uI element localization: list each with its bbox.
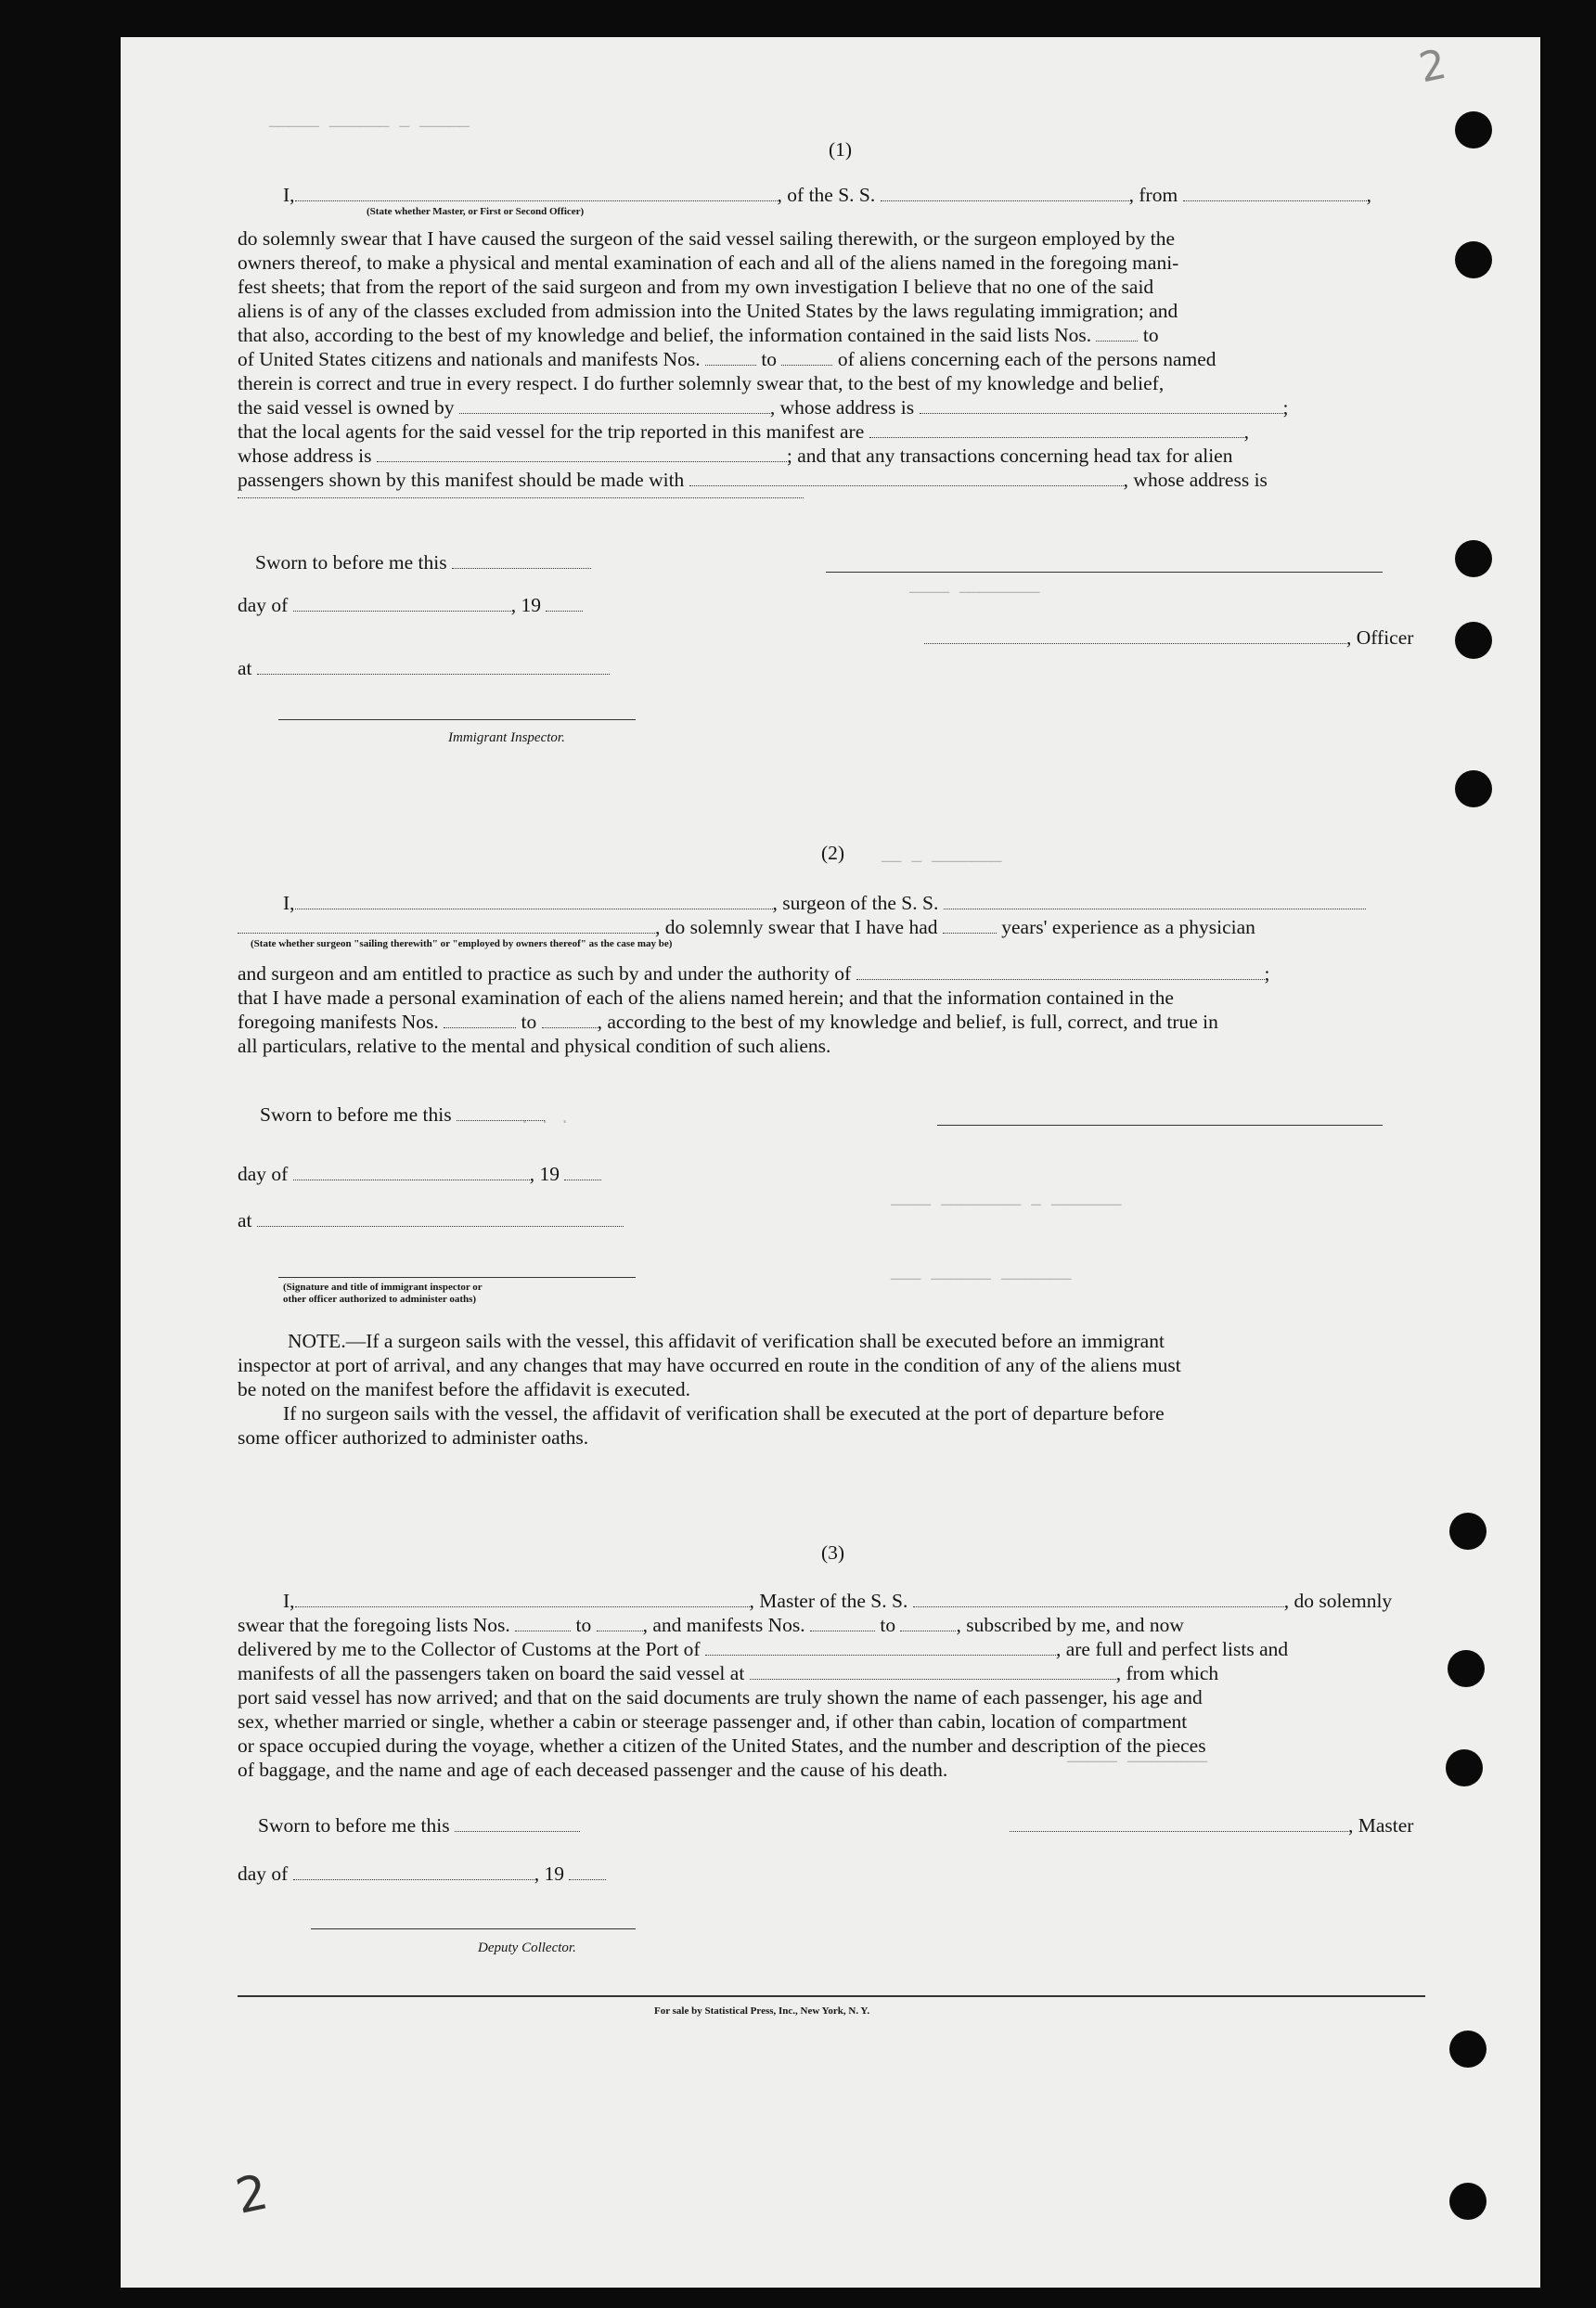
section-1-body-line: the said vessel is owned by , whose address is ; xyxy=(238,396,1289,419)
section-2-sworn: Sworn to before me this xyxy=(260,1102,545,1127)
manifest-affidavit-page xyxy=(121,37,1540,2288)
section-2-body-line: foregoing manifests Nos. to , according to the best of my knowledge and belief, is full, correct, and true in xyxy=(238,1011,1218,1033)
signature-line xyxy=(278,719,636,720)
section-1-officer: , Officer xyxy=(924,625,1413,650)
section-2-number: (2) xyxy=(821,842,845,864)
section-3-line4: manifests of all the passengers taken on board the said vessel at , from which xyxy=(238,1662,1219,1684)
signature-line xyxy=(278,1277,636,1278)
punch-hole xyxy=(1455,241,1492,278)
section-2-body-line: that I have made a personal examination of each of the aliens named herein; and that the information contained in the xyxy=(238,986,1174,1009)
section-2-line2: , do solemnly swear that I have had years' experience as a physician xyxy=(238,915,1255,939)
note-block-line: be noted on the manifest before the affidavit is executed. xyxy=(238,1378,690,1400)
section-2-sig-note: other officer authorized to administer oaths) xyxy=(283,1294,477,1305)
bleed-through: ─────── ─ ──────── ──── xyxy=(891,1197,1122,1216)
signature-line xyxy=(311,1928,636,1929)
bleed-through: · · · xyxy=(520,1114,571,1132)
section-2-day: day of , 19 xyxy=(238,1162,601,1186)
section-3-body-line: of baggage, and the name and age of each deceased passenger and the cause of his death. xyxy=(238,1759,948,1781)
section-1-officer-note: (State whether Master, or First or Second Officer) xyxy=(367,206,585,217)
punch-hole xyxy=(1455,622,1492,659)
punch-hole xyxy=(1446,1749,1483,1786)
section-1-body-line: that the local agents for the said vessel for the trip reported in this manifest are , xyxy=(238,420,1249,443)
section-1-body-line: that also, according to the best of my knowledge and belief, the information contained in the said lists Nos. to xyxy=(238,324,1159,346)
signature-line xyxy=(238,497,804,498)
section-3-body-line: or space occupied during the voyage, whether a citizen of the United States, and the number and description of the pieces xyxy=(238,1734,1206,1757)
section-1-body-line: do solemnly swear that I have caused the surgeon of the said vessel sailing therewith, or the surgeon employed by the xyxy=(238,227,1176,250)
section-1-at: at xyxy=(238,656,610,680)
section-1-body-line: owners thereof, to make a physical and mental examination of each and all of the aliens named in the foregoing mani- xyxy=(238,251,1179,274)
deputy-collector-label: Deputy Collector. xyxy=(478,1941,576,1955)
footer-print: For sale by Statistical Press, Inc., New York, N. Y. xyxy=(654,2005,870,2017)
bleed-through: ──────── ──── xyxy=(909,585,1040,603)
section-3-body-line: port said vessel has now arrived; and that on the said documents are truly shown the name of each passenger, his age and xyxy=(238,1686,1203,1708)
section-3-line1: I, , Master of the S. S. , do solemnly xyxy=(283,1590,1393,1612)
footer-rule xyxy=(238,1995,1425,1997)
section-3-body-line: sex, whether married or single, whether a cabin or steerage passenger and, if other than cabin, location of compartment xyxy=(238,1710,1188,1733)
punch-hole xyxy=(1455,770,1492,807)
section-3-line2: swear that the foregoing lists Nos. to , and manifests Nos. to , subscribed by me, and now xyxy=(238,1614,1184,1636)
section-3-day: day of , 19 xyxy=(238,1862,606,1886)
bottom-handwriting: 2 xyxy=(231,2164,273,2225)
section-1-body-line: fest sheets; that from the report of the said surgeon and from my own investigation I believe that no one of the said xyxy=(238,276,1154,298)
punch-hole xyxy=(1449,1513,1487,1550)
bleed-through: ───── ─ ────── ───── xyxy=(269,119,470,137)
section-3-line3: delivered by me to the Collector of Customs at the Port of , are full and perfect lists and xyxy=(238,1638,1289,1660)
section-3-number: (3) xyxy=(821,1541,845,1564)
punch-hole xyxy=(1455,111,1492,148)
punch-hole xyxy=(1448,1650,1485,1687)
punch-hole xyxy=(1449,2183,1487,2220)
section-3-sworn: Sworn to before me this xyxy=(258,1813,580,1837)
signature-line xyxy=(937,1125,1383,1126)
signature-line xyxy=(826,572,1383,573)
punch-hole xyxy=(1455,540,1492,577)
punch-hole xyxy=(1449,2031,1487,2068)
immigrant-inspector-label: Immigrant Inspector. xyxy=(448,730,565,745)
section-3-master: , Master xyxy=(1010,1813,1413,1837)
section-2-at: at xyxy=(238,1208,624,1232)
bleed-through: ──────── ───── xyxy=(1067,1754,1208,1773)
section-1-sworn: Sworn to before me this xyxy=(255,550,591,574)
section-1-body-line: aliens is of any of the classes excluded from admission into the United States by the laws regulating immigration; and xyxy=(238,300,1178,322)
section-2-body-line: and surgeon and am entitled to practice as such by and under the authority of ; xyxy=(238,962,1270,985)
note-label: NOTE. xyxy=(288,1330,346,1352)
note-block-line: inspector at port of arrival, and any changes that may have occurred en route in the condition of any of the aliens must xyxy=(238,1354,1181,1376)
section-1-body-line: passengers shown by this manifest should be made with , whose address is xyxy=(238,469,1268,491)
section-1-number: (1) xyxy=(829,138,853,161)
section-1-day: day of , 19 xyxy=(238,593,583,617)
section-2-line1: I, , surgeon of the S. S. xyxy=(283,891,1366,915)
note-block-line: NOTE.—If a surgeon sails with the vessel, this affidavit of verification shall be executed before an immigrant xyxy=(288,1330,1165,1352)
section-1-line1: I, , of the S. S. , from , xyxy=(283,184,1371,206)
section-2-surgeon-note: (State whether surgeon "sailing therewith" or "employed by owners thereof" as the case may be) xyxy=(251,938,673,949)
section-1-body-line: whose address is ; and that any transactions concerning head tax for alien xyxy=(238,445,1233,467)
note-block-line: some officer authorized to administer oaths. xyxy=(238,1426,589,1449)
section-2-sig-note: (Signature and title of immigrant inspector or xyxy=(283,1282,483,1293)
bleed-through: ─────── ─ ── xyxy=(882,854,1002,872)
section-2-body-line: all particulars, relative to the mental and physical condition of such aliens. xyxy=(238,1035,831,1057)
note-block-line: If no surgeon sails with the vessel, the affidavit of verification shall be executed at the port of departure before xyxy=(283,1402,1165,1425)
corner-handwriting: 2 xyxy=(1415,40,1450,93)
section-1-body-line: of United States citizens and nationals and manifests Nos. to of aliens concerning each of the persons named xyxy=(238,348,1216,370)
bleed-through: ─────── ────── ─── xyxy=(891,1271,1072,1290)
section-1-body-line: therein is correct and true in every respect. I do further solemnly swear that, to the best of my knowledge and belief, xyxy=(238,372,1165,394)
